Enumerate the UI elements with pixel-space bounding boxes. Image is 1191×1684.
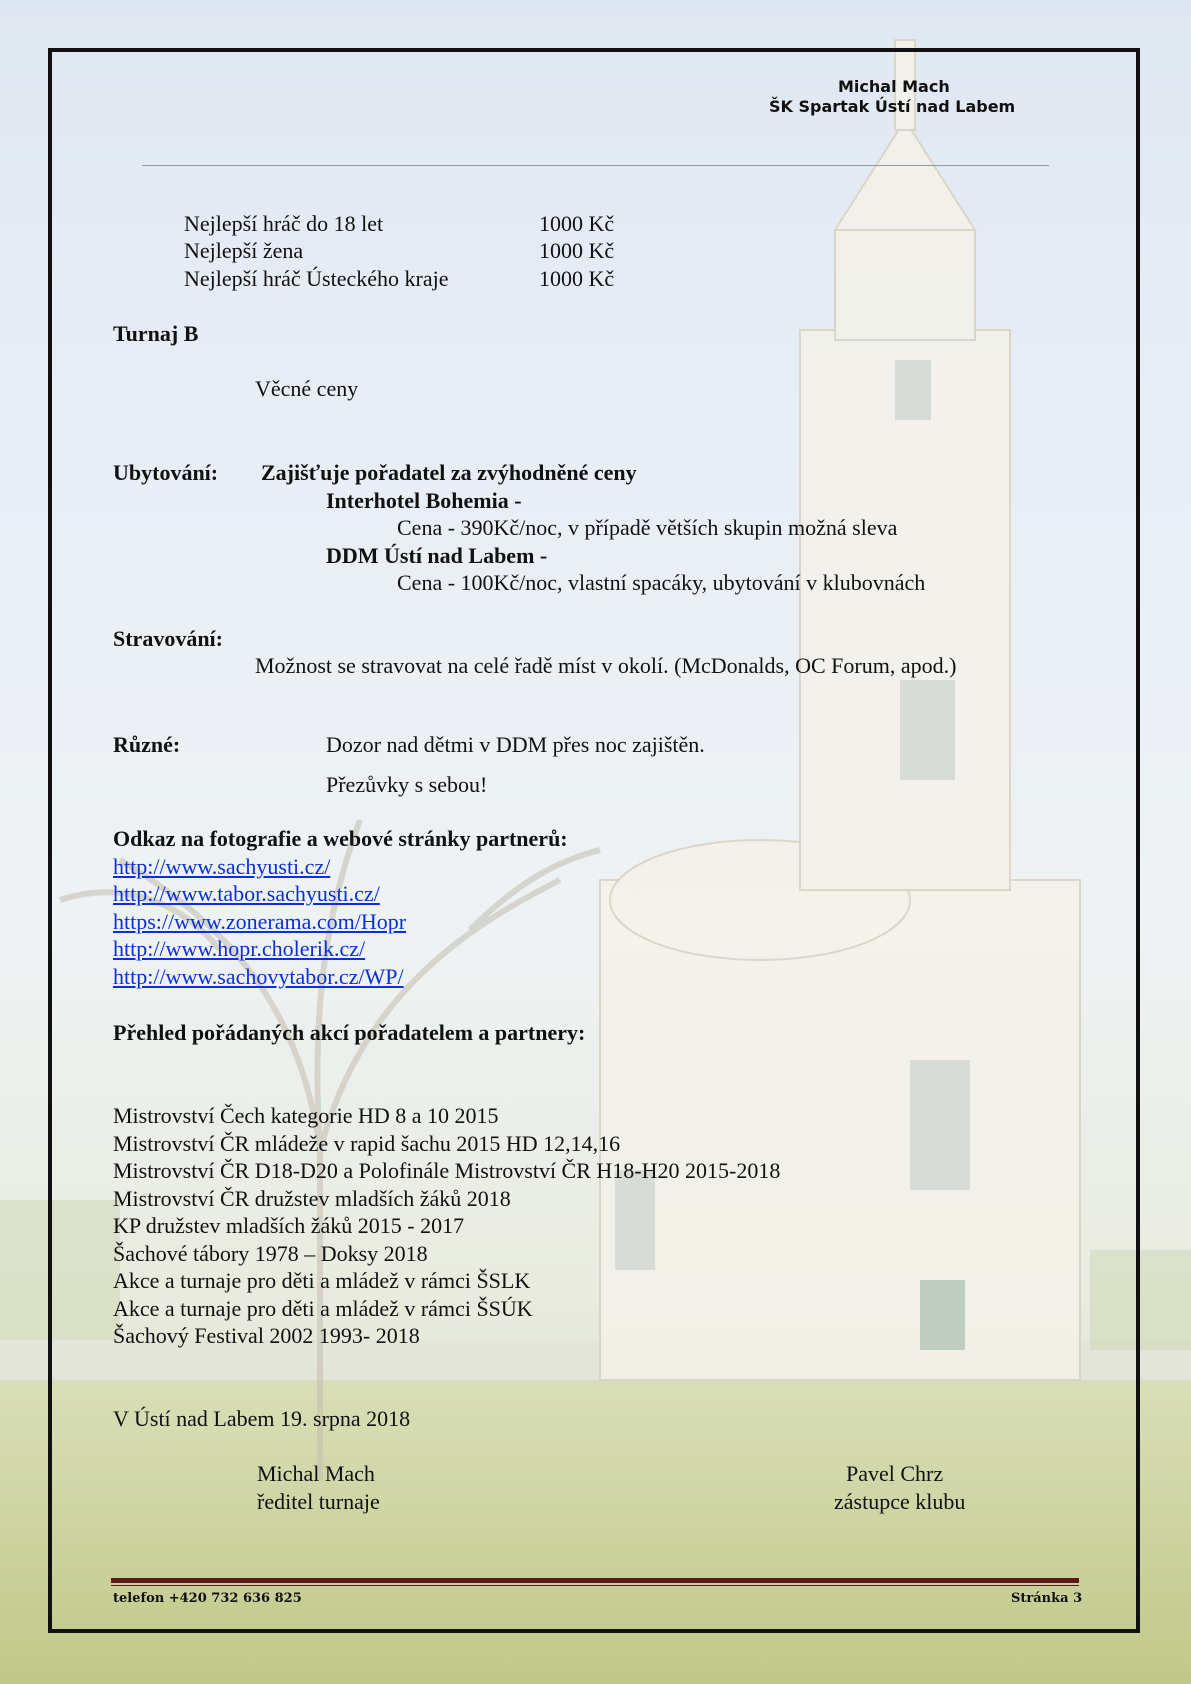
signature-right-role: zástupce klubu xyxy=(834,1489,966,1514)
partner-link[interactable]: http://www.tabor.sachyusti.cz/ xyxy=(113,881,380,906)
misc-line-1: Dozor nad dětmi v DDM přes noc zajištěn. xyxy=(326,732,705,757)
signature-left-name: Michal Mach xyxy=(257,1461,375,1486)
place-date: V Ústí nad Labem 19. srpna 2018 xyxy=(113,1406,411,1431)
footer-phone: telefon +420 732 636 825 xyxy=(113,1591,302,1606)
prize-amount: 1000 Kč xyxy=(539,266,615,291)
event-item: KP družstev mladších žáků 2015 - 2017 xyxy=(113,1213,465,1238)
event-item: Mistrovství ČR mládeže v rapid šachu 2015 HD 12,14,16 xyxy=(113,1131,621,1156)
events-heading: Přehled pořádaných akcí pořadatelem a partnery: xyxy=(113,1020,586,1045)
partner-link[interactable]: http://www.hopr.cholerik.cz/ xyxy=(113,936,366,961)
event-item: Mistrovství ČR družstev mladších žáků 2018 xyxy=(113,1186,511,1211)
event-item: Akce a turnaje pro děti a mládež v rámci ŠSLK xyxy=(113,1268,531,1293)
prize-label: Nejlepší žena xyxy=(184,238,304,263)
partner-link[interactable]: http://www.sachyusti.cz/ xyxy=(113,854,331,879)
event-item: Akce a turnaje pro děti a mládež v rámci ŠSÚK xyxy=(113,1296,533,1321)
header-club: ŠK Spartak Ústí nad Labem xyxy=(769,97,1016,116)
event-item: Mistrovství Čech kategorie HD 8 a 10 2015 xyxy=(113,1103,499,1128)
accommodation-label: Ubytování: xyxy=(113,460,219,485)
partner-link[interactable]: https://www.zonerama.com/Hopr xyxy=(113,909,407,934)
prize-label: Nejlepší hráč Ústeckého kraje xyxy=(184,266,449,291)
partner-link[interactable]: http://www.sachovytabor.cz/WP/ xyxy=(113,964,404,989)
tournament-b-prizes: Věcné ceny xyxy=(255,376,359,401)
signature-left-role: ředitel turnaje xyxy=(257,1489,380,1514)
signature-right-name: Pavel Chrz xyxy=(846,1461,944,1486)
tournament-b-heading: Turnaj B xyxy=(113,321,199,346)
hotel-bohemia-price: Cena - 390Kč/noc, v případě větších skupin možná sleva xyxy=(397,515,898,540)
page-frame xyxy=(48,48,1140,1633)
event-item: Šachové tábory 1978 – Doksy 2018 xyxy=(113,1241,428,1266)
prize-amount: 1000 Kč xyxy=(539,211,615,236)
event-item: Šachový Festival 2002 1993- 2018 xyxy=(113,1323,420,1348)
misc-line-2: Přezůvky s sebou! xyxy=(326,772,488,797)
event-item: Mistrovství ČR D18-D20 a Polofinále Mistrovství ČR H18-H20 2015-2018 xyxy=(113,1158,781,1183)
hotel-bohemia-name: Interhotel Bohemia - xyxy=(326,488,522,513)
catering-label: Stravování: xyxy=(113,626,223,651)
footer-page-number: Stránka 3 xyxy=(1011,1591,1083,1606)
links-heading: Odkaz na fotografie a webové stránky partnerů: xyxy=(113,826,568,851)
accommodation-intro: Zajišťuje pořadatel za zvýhodněné ceny xyxy=(261,460,637,485)
ddm-price: Cena - 100Kč/noc, vlastní spacáky, ubytování v klubovnách xyxy=(397,570,926,595)
ddm-name: DDM Ústí nad Labem - xyxy=(326,543,548,568)
header-name: Michal Mach xyxy=(838,77,950,96)
prize-amount: 1000 Kč xyxy=(539,238,615,263)
prize-label: Nejlepší hráč do 18 let xyxy=(184,211,384,236)
misc-label: Různé: xyxy=(113,732,181,757)
catering-text: Možnost se stravovat na celé řadě míst v okolí. (McDonalds, OC Forum, apod.) xyxy=(255,653,957,678)
